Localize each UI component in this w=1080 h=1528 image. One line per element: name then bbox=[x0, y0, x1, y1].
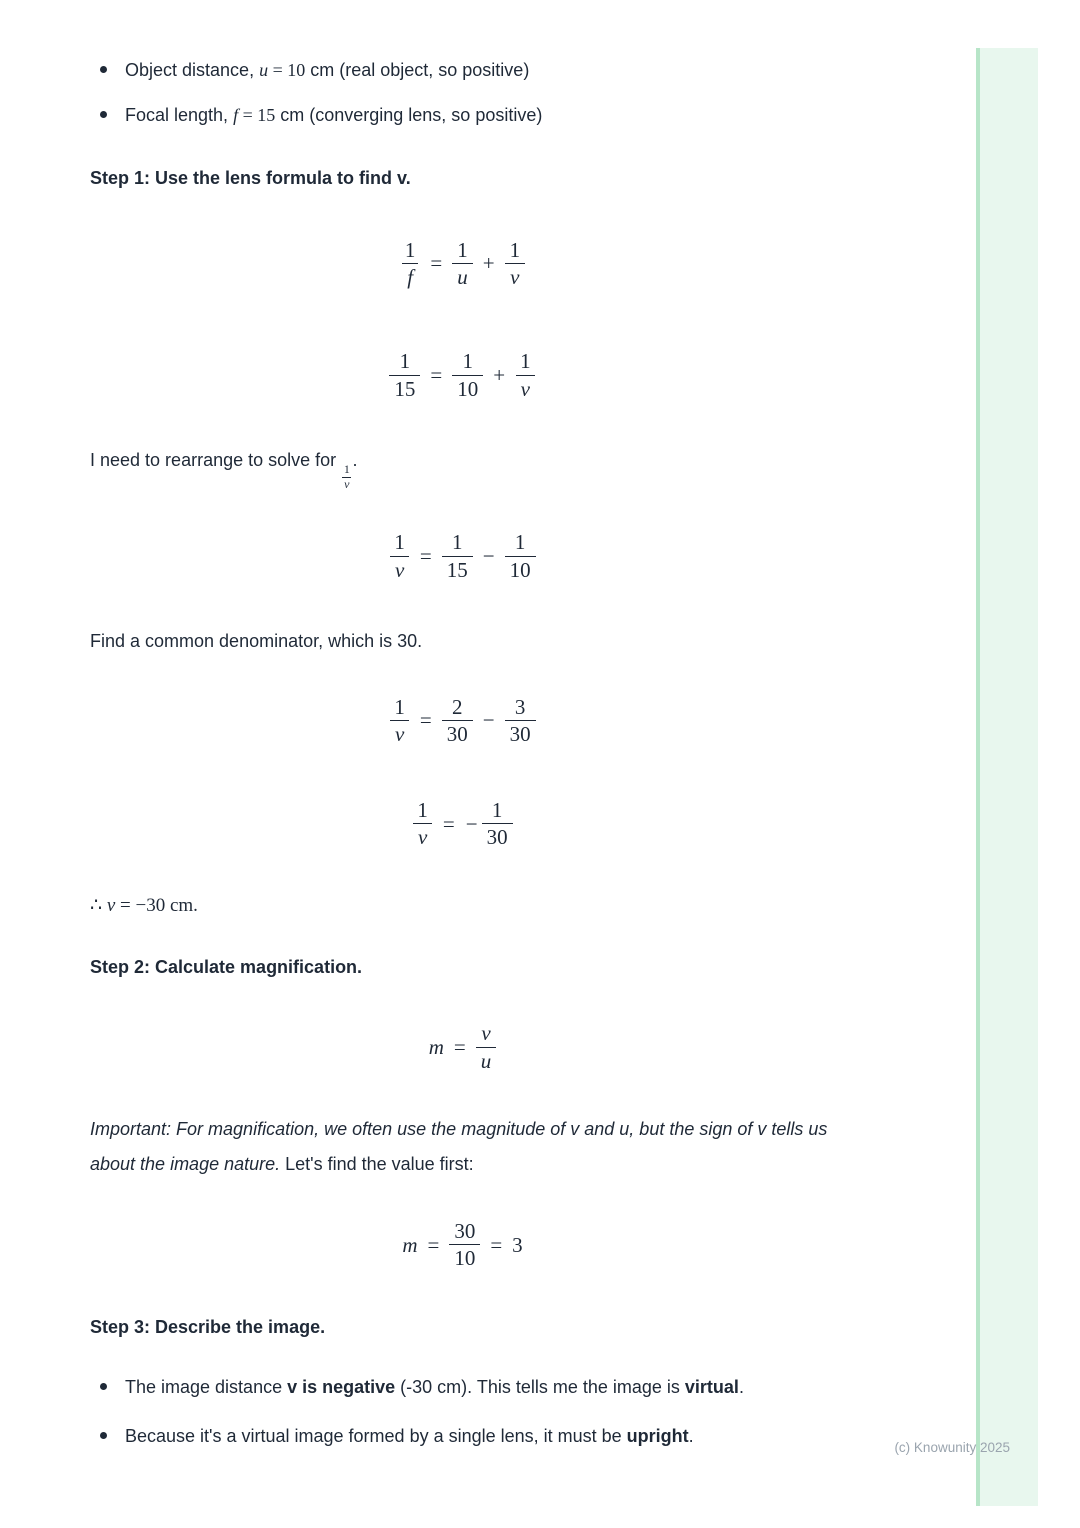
fraction-numerator: 1 bbox=[514, 530, 526, 555]
math-variable: f bbox=[233, 104, 239, 125]
minus-operator: − bbox=[482, 708, 495, 733]
equals-operator: = bbox=[430, 251, 443, 276]
text-segment: upright bbox=[626, 1425, 689, 1446]
fraction-denominator: v bbox=[390, 556, 409, 583]
fraction bbox=[442, 694, 473, 748]
list-item bbox=[90, 1420, 795, 1453]
math-value: = 10 bbox=[268, 60, 306, 80]
math-value: 3 bbox=[512, 1232, 523, 1257]
italic-text-segment: Important: For magnification, we often use the magnitude of v and u, but the sign of v tells us about the image nature. bbox=[90, 1118, 828, 1174]
equation-common-denominator bbox=[90, 694, 835, 748]
fraction-denominator: f bbox=[402, 263, 418, 290]
conclusion-list bbox=[90, 1371, 835, 1454]
fraction-numerator: 1 bbox=[509, 237, 521, 262]
math-variable: v bbox=[106, 894, 116, 916]
bullet-icon bbox=[100, 66, 107, 73]
fraction bbox=[505, 529, 536, 583]
bullet-icon bbox=[100, 111, 107, 118]
fraction-numerator: 1 bbox=[343, 461, 350, 476]
fraction-denominator: 30 bbox=[505, 720, 536, 747]
fraction-numerator: 1 bbox=[399, 349, 411, 374]
text-segment: virtual bbox=[684, 1376, 739, 1397]
fraction-denominator: v bbox=[390, 720, 409, 747]
step3-heading: Step 3: Describe the image. bbox=[90, 1317, 326, 1338]
fraction bbox=[452, 348, 483, 402]
fraction-denominator: 30 bbox=[442, 720, 473, 747]
therefore-symbol: ∴ bbox=[90, 894, 107, 916]
equals-operator: = bbox=[427, 1232, 440, 1257]
step1-heading: Step 1: Use the lens formula to find v. bbox=[90, 167, 411, 188]
fraction-numerator: 1 bbox=[404, 237, 416, 262]
given-value-text bbox=[125, 105, 542, 125]
fraction-numerator: 1 bbox=[520, 349, 531, 374]
list-item bbox=[90, 1371, 795, 1404]
fraction-denominator: u bbox=[476, 1047, 497, 1074]
fraction bbox=[482, 797, 513, 851]
fraction bbox=[505, 694, 536, 748]
fraction bbox=[412, 797, 433, 851]
fraction bbox=[389, 348, 420, 402]
bullet-icon bbox=[100, 1432, 107, 1439]
important-note-paragraph bbox=[90, 1112, 835, 1182]
conclusion-text bbox=[125, 1377, 744, 1397]
fraction-numerator: 1 bbox=[457, 237, 468, 262]
text-segment: The image distance bbox=[125, 1376, 288, 1397]
text-segment: Let's find the value first: bbox=[280, 1153, 474, 1174]
plus-operator: + bbox=[482, 251, 495, 276]
math-variable: m bbox=[428, 1034, 444, 1059]
text-segment: . bbox=[352, 449, 358, 470]
equals-operator: = bbox=[442, 811, 455, 836]
equation-lens-formula bbox=[90, 237, 835, 291]
fraction bbox=[515, 348, 536, 402]
text-segment: . bbox=[738, 1376, 744, 1397]
text-segment: Focal length, bbox=[125, 104, 234, 125]
equals-operator: = bbox=[430, 362, 443, 387]
given-value-text bbox=[125, 60, 529, 80]
equation-result bbox=[90, 797, 835, 851]
fraction-denominator: 10 bbox=[449, 1244, 480, 1271]
document-content bbox=[90, 0, 835, 1469]
rearrange-paragraph bbox=[90, 446, 835, 492]
fraction bbox=[400, 237, 421, 291]
equation-magnification-formula bbox=[90, 1020, 835, 1074]
math-value: = −30 cm. bbox=[115, 894, 198, 916]
text-segment: I need to rearrange to solve for bbox=[90, 449, 342, 470]
text-segment: cm (real object, so positive) bbox=[305, 60, 530, 80]
highlight-bar bbox=[976, 48, 1038, 1506]
conclusion-text bbox=[125, 1426, 694, 1446]
equals-operator: = bbox=[453, 1034, 466, 1059]
watermark: (c) Knowunity 2025 bbox=[894, 1440, 1010, 1455]
equation-lens-substituted bbox=[90, 348, 835, 402]
step2-heading: Step 2: Calculate magnification. bbox=[90, 957, 363, 978]
therefore-statement bbox=[90, 891, 835, 921]
bullet-icon bbox=[100, 1383, 107, 1390]
fraction-numerator: 1 bbox=[394, 530, 405, 555]
text-segment: . bbox=[688, 1425, 694, 1446]
fraction-numerator: 1 bbox=[452, 530, 463, 555]
fraction bbox=[389, 694, 410, 748]
fraction-numerator: 30 bbox=[454, 1218, 476, 1243]
text-segment: v is negative bbox=[287, 1376, 396, 1397]
fraction-numerator: 3 bbox=[514, 694, 526, 719]
fraction-numerator: 1 bbox=[394, 694, 405, 719]
fraction-denominator: 15 bbox=[389, 375, 420, 402]
math-variable: u bbox=[259, 60, 269, 80]
fraction-denominator: 10 bbox=[505, 556, 536, 583]
common-denominator-paragraph: Find a common denominator, which is 30. bbox=[90, 630, 423, 651]
fraction bbox=[449, 1218, 480, 1272]
equals-operator: = bbox=[490, 1232, 503, 1257]
fraction bbox=[476, 1020, 497, 1074]
math-value: = 15 bbox=[238, 104, 276, 125]
equation-rearranged bbox=[90, 529, 835, 583]
minus-operator: − bbox=[465, 811, 478, 836]
plus-operator: + bbox=[493, 362, 506, 387]
equation-magnification-value bbox=[90, 1218, 835, 1272]
fraction bbox=[452, 237, 473, 291]
fraction bbox=[389, 529, 410, 583]
fraction-denominator: 10 bbox=[452, 375, 483, 402]
fraction bbox=[442, 529, 473, 583]
text-segment: Object distance, bbox=[125, 60, 260, 80]
fraction-denominator: v bbox=[516, 375, 535, 402]
inline-fraction bbox=[342, 463, 351, 492]
fraction-numerator: 2 bbox=[452, 694, 463, 719]
minus-operator: − bbox=[482, 544, 495, 568]
fraction-numerator: 1 bbox=[462, 349, 473, 374]
text-segment: Because it's a virtual image formed by a single lens, it must be bbox=[125, 1425, 627, 1446]
fraction bbox=[505, 237, 526, 291]
given-values-list bbox=[90, 56, 835, 130]
fraction-denominator: v bbox=[505, 263, 524, 290]
math-variable: m bbox=[402, 1232, 418, 1257]
fraction-denominator: u bbox=[452, 263, 473, 290]
fraction-denominator: 30 bbox=[482, 823, 513, 850]
list-item bbox=[90, 56, 835, 85]
fraction-denominator: v bbox=[413, 823, 432, 850]
equals-operator: = bbox=[419, 708, 432, 733]
fraction-numerator: 1 bbox=[491, 798, 503, 823]
fraction-denominator: v bbox=[344, 476, 350, 491]
equals-operator: = bbox=[419, 544, 432, 568]
list-item bbox=[90, 101, 835, 130]
text-segment: (-30 cm). This tells me the image is bbox=[395, 1376, 685, 1397]
fraction-numerator: v bbox=[481, 1021, 491, 1046]
text-segment: cm (converging lens, so positive) bbox=[275, 104, 543, 125]
fraction-denominator: 15 bbox=[442, 556, 473, 583]
fraction-numerator: 1 bbox=[417, 798, 428, 823]
